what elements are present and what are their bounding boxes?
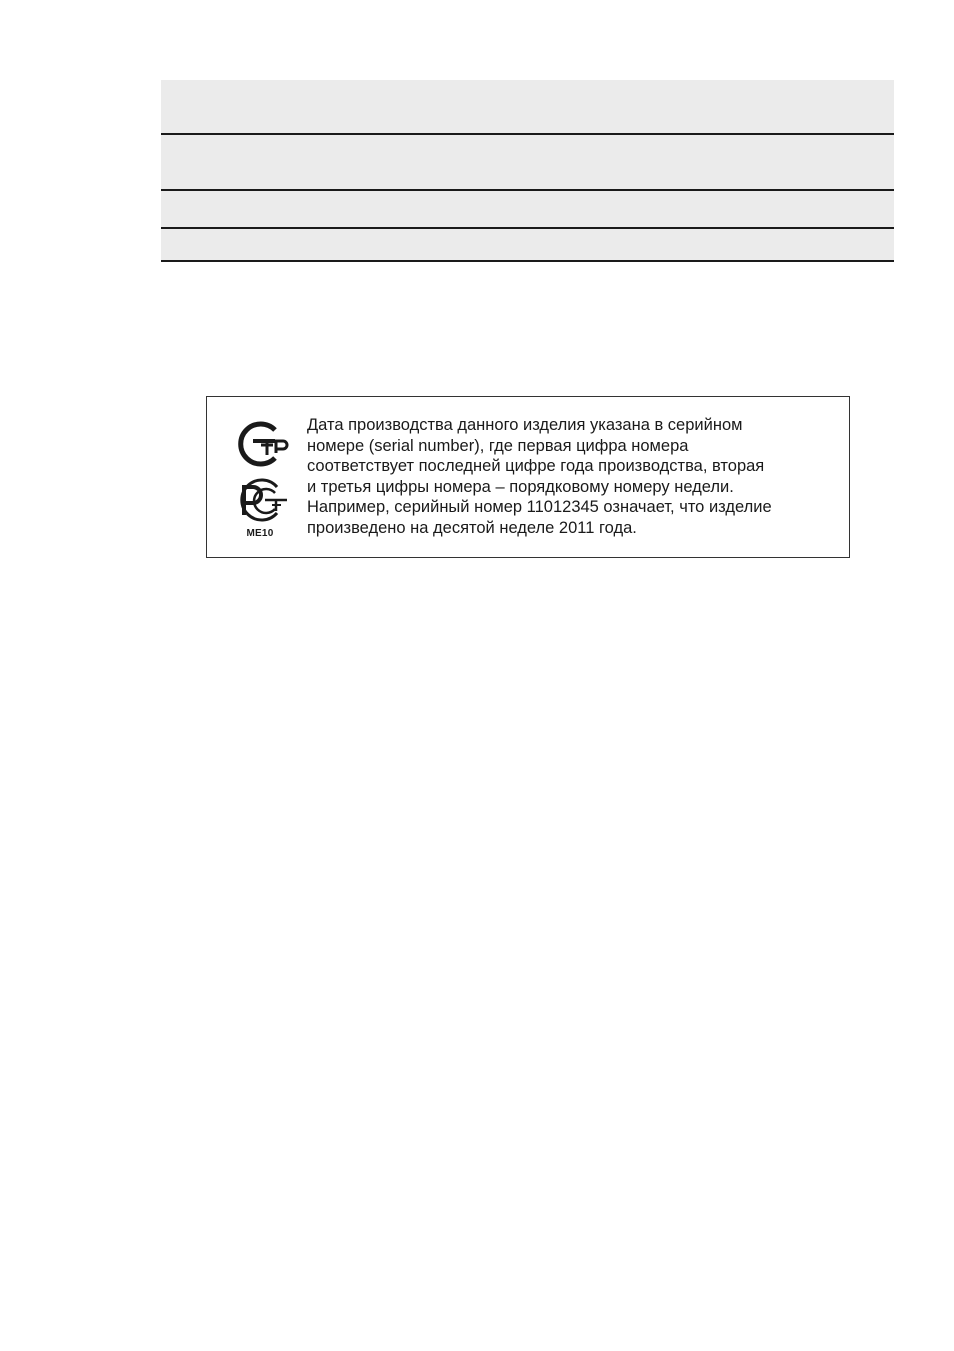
spec-table (161, 80, 894, 262)
certification-notice (206, 396, 850, 558)
note-line: Например, серийный номер 11012345 означает, что изделие (307, 498, 772, 516)
eac-gost-certification-icon (231, 419, 293, 469)
note-line: номере (serial number), где первая цифра номера (307, 436, 689, 455)
production-date-note (307, 415, 837, 538)
note-line: и третья цифры номера – порядковому номеру недели. (307, 477, 734, 496)
rst-certification-icon (231, 475, 293, 525)
note-line: произведено на десятой неделе 2011 года. (307, 518, 637, 537)
note-line: Дата производства данного изделия указана в серийном (307, 416, 743, 434)
table-row (161, 80, 894, 135)
certification-logos (227, 415, 297, 545)
logo-code: ME10 (246, 528, 274, 539)
note-line: соответствует последней цифре года производства, вторая (307, 457, 765, 475)
table-row (161, 229, 894, 262)
table-row (161, 191, 894, 229)
table-row (161, 135, 894, 191)
